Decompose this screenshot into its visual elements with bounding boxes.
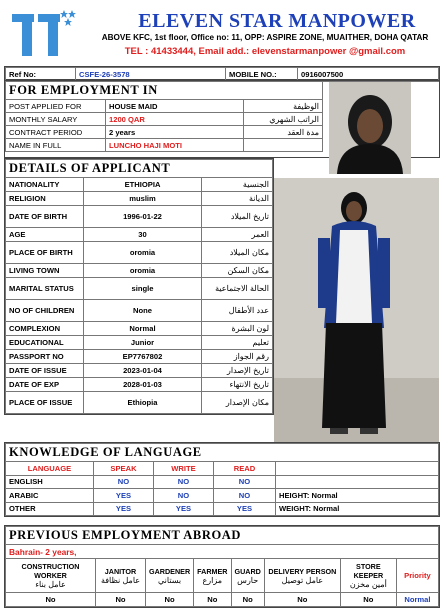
job-experience-value: No: [264, 593, 340, 607]
job-experience-value: No: [96, 593, 146, 607]
job-title-en: STORE KEEPER: [353, 562, 384, 580]
job-column-header: [340, 559, 396, 593]
row-arabic: عدد الأطفال: [202, 300, 273, 322]
reference-row: [4, 66, 440, 80]
blank-cell: [276, 462, 439, 476]
job-experience-value: No: [231, 593, 264, 607]
row-value: oromia: [84, 264, 202, 278]
previous-title: PREVIOUS EMPLOYMENT ABROAD: [6, 527, 439, 545]
row-value: 2023-01-04: [84, 364, 202, 378]
previous-values-row: [6, 593, 439, 607]
details-row: [6, 350, 273, 364]
row-arabic: الراتب الشهري: [244, 113, 323, 126]
row-value: Junior: [84, 336, 202, 350]
physical-attribute: [276, 475, 439, 489]
job-column-header: [146, 559, 194, 593]
col-write: WRITE: [154, 462, 214, 476]
row-label: LIVING TOWN: [6, 264, 84, 278]
col-speak: SPEAK: [94, 462, 154, 476]
details-row: [6, 178, 273, 192]
letterhead: [0, 0, 444, 64]
job-title-en: GUARD: [234, 566, 261, 576]
details-title: DETAILS OF APPLICANT: [6, 160, 273, 178]
ref-value: CSFE-26-3578: [76, 68, 226, 82]
row-value: EP7767802: [84, 350, 202, 364]
employment-row: [6, 100, 323, 113]
language-name: ENGLISH: [6, 475, 94, 489]
job-title-en: GARDENER: [149, 566, 191, 576]
job-column-header: [264, 559, 340, 593]
row-label: COMPLEXION: [6, 322, 84, 336]
details-row: [6, 392, 273, 414]
details-row: [6, 242, 273, 264]
speak-value: YES: [94, 489, 154, 503]
language-section: [4, 442, 440, 517]
row-value: single: [84, 278, 202, 300]
job-title-ar: عامل توصيل: [281, 575, 324, 585]
row-arabic: الوظيفة: [244, 100, 323, 113]
physical-attribute: HEIGHT: Normal: [276, 489, 439, 503]
col-language: LANGUAGE: [6, 462, 94, 476]
row-value: LUNCHO HAJI MOTI: [106, 139, 244, 152]
applicant-full-body-photo: [274, 178, 439, 442]
ref-label: Ref No:: [6, 68, 76, 82]
row-value: 1996-01-22: [84, 206, 202, 228]
language-row: [6, 489, 439, 503]
row-label: EDUCATIONAL: [6, 336, 84, 350]
row-label: NAME IN FULL: [6, 139, 106, 152]
details-row: [6, 364, 273, 378]
job-title-ar: عامل بناء: [35, 580, 66, 589]
language-row: [6, 502, 439, 516]
applicant-portrait-photo: [329, 82, 411, 174]
previous-country: Bahrain- 2 years,: [6, 545, 439, 559]
employment-row: [6, 126, 323, 139]
details-row: [6, 378, 273, 392]
row-arabic: تاريخ الميلاد: [202, 206, 273, 228]
row-value: oromia: [84, 242, 202, 264]
company-name: ELEVEN STAR MANPOWER: [138, 10, 416, 32]
row-arabic: العمر: [202, 228, 273, 242]
previous-header-row: [6, 559, 439, 593]
employment-row: [6, 113, 323, 126]
write-value: YES: [154, 502, 214, 516]
row-value: Ethiopia: [84, 392, 202, 414]
read-value: YES: [214, 502, 276, 516]
row-label: DATE OF ISSUE: [6, 364, 84, 378]
row-arabic: تاريخ الإصدار: [202, 364, 273, 378]
row-arabic: تاريخ الانتهاء: [202, 378, 273, 392]
row-label: RELIGION: [6, 192, 84, 206]
row-value: 2028-01-03: [84, 378, 202, 392]
mobile-value: 0916007500: [298, 68, 439, 82]
job-title-ar: مزارع: [202, 575, 223, 585]
row-arabic: مكان السكن: [202, 264, 273, 278]
row-arabic: الجنسية: [202, 178, 273, 192]
job-title-en: FARMER: [197, 566, 228, 576]
row-label: DATE OF EXP: [6, 378, 84, 392]
mobile-label: MOBILE NO.:: [226, 68, 298, 82]
language-name: ARABIC: [6, 489, 94, 503]
company-contact: TEL : 41433444, Email add.: elevenstarmanpower @gmail.com: [124, 46, 406, 57]
details-row: [6, 278, 273, 300]
row-value: ETHIOPIA: [84, 178, 202, 192]
row-value: Normal: [84, 322, 202, 336]
speak-value: YES: [94, 502, 154, 516]
priority-value: Normal: [396, 593, 438, 607]
row-label: AGE: [6, 228, 84, 242]
job-title-en: CONSTRUCTION WORKER: [21, 562, 80, 580]
details-row: [6, 206, 273, 228]
row-value: muslim: [84, 192, 202, 206]
job-title-en: DELIVERY PERSON: [268, 566, 337, 576]
job-title-en: JANITOR: [104, 566, 137, 576]
row-label: NO OF CHILDREN: [6, 300, 84, 322]
row-value: 1200 QAR: [106, 113, 244, 126]
details-row: [6, 336, 273, 350]
employment-row: [6, 139, 323, 152]
job-title-ar: بستاني: [158, 575, 182, 585]
company-logo: [6, 4, 78, 60]
language-row: [6, 475, 439, 489]
details-row: [6, 228, 273, 242]
job-title-ar: عامل نظافة: [100, 575, 141, 585]
row-arabic: مدة العقد: [244, 126, 323, 139]
row-label: PLACE OF ISSUE: [6, 392, 84, 414]
row-label: CONTRACT PERIOD: [6, 126, 106, 139]
details-row: [6, 264, 273, 278]
row-label: PASSPORT NO: [6, 350, 84, 364]
job-column-header: [96, 559, 146, 593]
read-value: NO: [214, 489, 276, 503]
employment-title: FOR EMPLOYMENT IN: [6, 82, 323, 100]
company-address: ABOVE KFC, 1st floor, Office no: 11, OPP: ASPIRE ZONE, MUAITHER, DOHA QATAR: [101, 33, 429, 42]
write-value: NO: [154, 489, 214, 503]
physical-attribute: WEIGHT: Normal: [276, 502, 439, 516]
row-label: PLACE OF BIRTH: [6, 242, 84, 264]
language-name: OTHER: [6, 502, 94, 516]
job-experience-value: No: [146, 593, 194, 607]
row-label: MONTHLY SALARY: [6, 113, 106, 126]
row-value: 30: [84, 228, 202, 242]
row-arabic: رقم الجواز: [202, 350, 273, 364]
row-arabic: [244, 139, 323, 152]
row-label: NATIONALITY: [6, 178, 84, 192]
job-column-header: [194, 559, 231, 593]
previous-employment-section: [4, 525, 440, 608]
language-header-row: [6, 462, 439, 476]
row-value: HOUSE MAID: [106, 100, 244, 113]
row-arabic: مكان الميلاد: [202, 242, 273, 264]
row-arabic: تعليم: [202, 336, 273, 350]
write-value: NO: [154, 475, 214, 489]
language-title: KNOWLEDGE OF LANGUAGE: [6, 444, 439, 462]
col-read: READ: [214, 462, 276, 476]
row-label: POST APPLIED FOR: [6, 100, 106, 113]
priority-header: Priority: [396, 559, 438, 593]
details-row: [6, 300, 273, 322]
details-section: [4, 158, 274, 415]
job-experience-value: No: [6, 593, 96, 607]
details-row: [6, 192, 273, 206]
job-experience-value: No: [194, 593, 231, 607]
job-experience-value: No: [340, 593, 396, 607]
job-column-header: [6, 559, 96, 593]
row-label: DATE OF BIRTH: [6, 206, 84, 228]
speak-value: NO: [94, 475, 154, 489]
row-value: 2 years: [106, 126, 244, 139]
row-arabic: لون البشرة: [202, 322, 273, 336]
read-value: NO: [214, 475, 276, 489]
row-arabic: الديانة: [202, 192, 273, 206]
job-title-ar: حارس: [237, 575, 259, 585]
row-arabic: مكان الإصدار: [202, 392, 273, 414]
details-row: [6, 322, 273, 336]
row-value: None: [84, 300, 202, 322]
row-label: MARITAL STATUS: [6, 278, 84, 300]
job-title-ar: أمين مخزن: [349, 580, 387, 589]
row-arabic: الحالة الاجتماعية: [202, 278, 273, 300]
job-column-header: [231, 559, 264, 593]
